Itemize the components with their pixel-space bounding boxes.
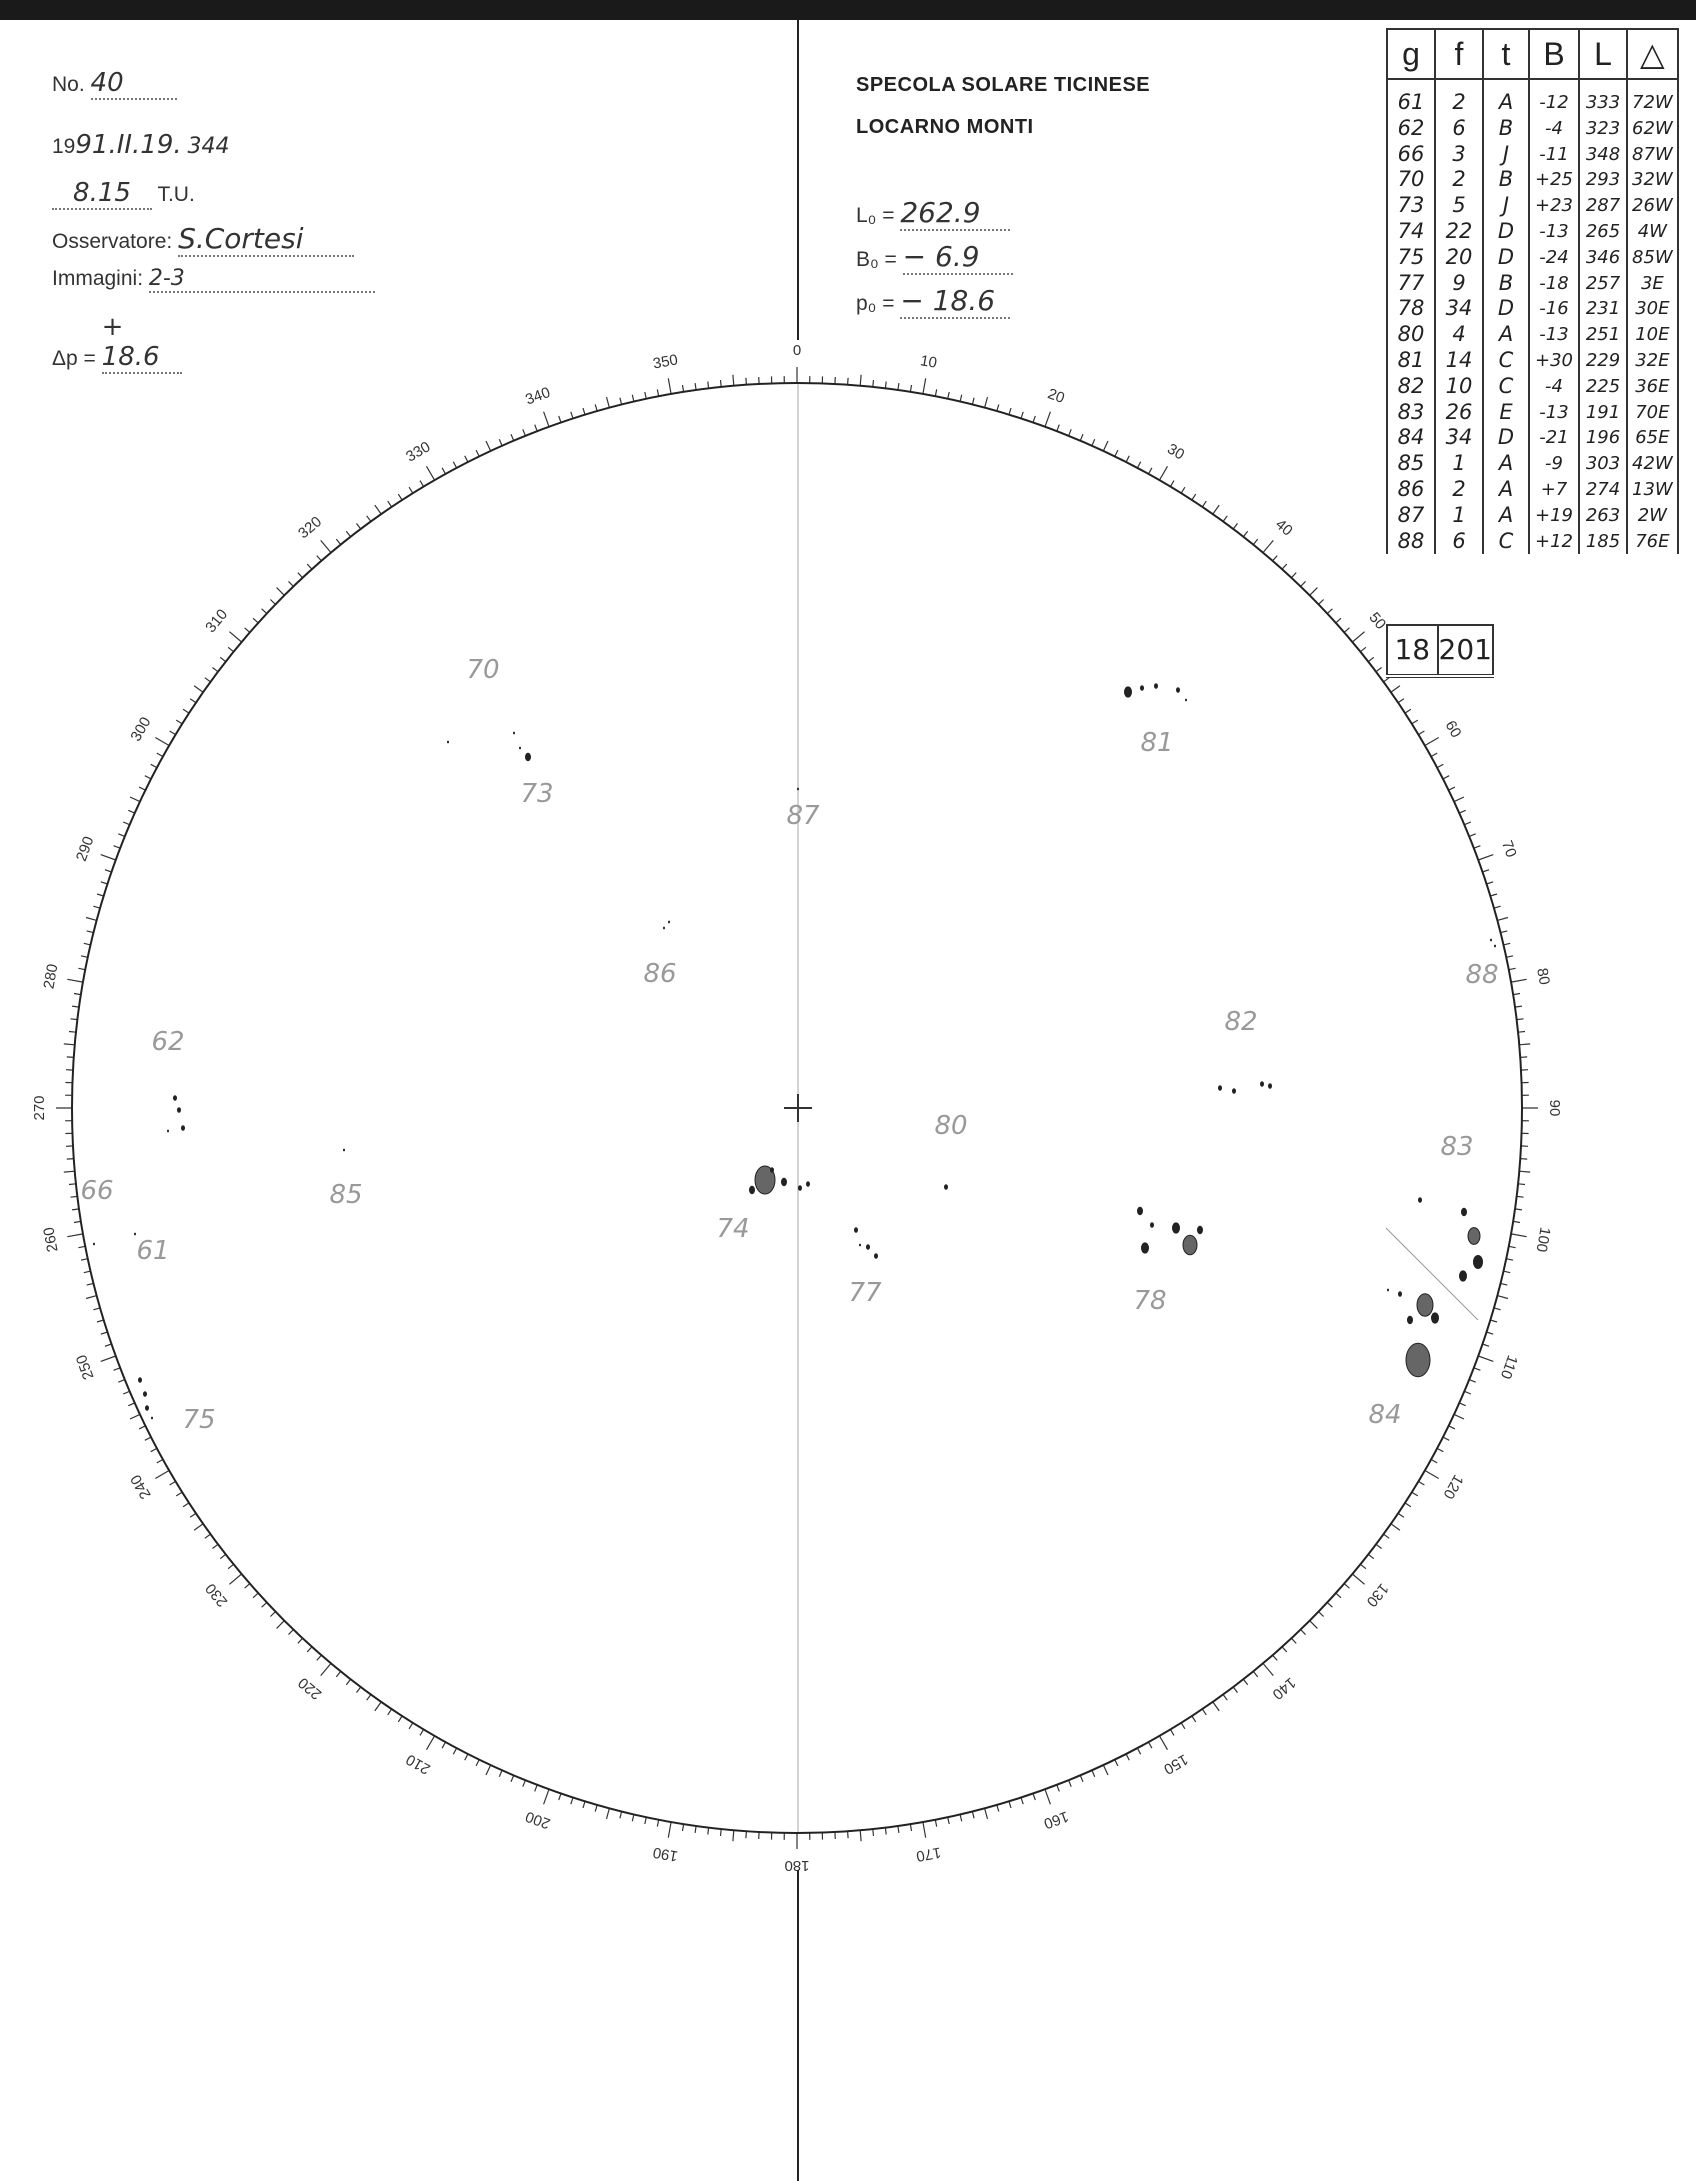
table-row <box>1387 79 1678 116</box>
sunspot-mark <box>1154 683 1158 689</box>
table-row <box>1387 116 1678 142</box>
sunspot-groups <box>80 655 1498 1435</box>
sunspot-mark <box>173 1095 177 1101</box>
scale-label: 120 <box>1439 1471 1467 1502</box>
report-number-label: No. <box>52 73 85 96</box>
table-cell: 2W <box>1627 503 1678 529</box>
table-cell: 323 <box>1579 116 1627 142</box>
sunspot-mark <box>151 1417 153 1420</box>
table-row <box>1387 503 1678 529</box>
sunspot-mark <box>668 921 670 924</box>
table-cell: 2 <box>1435 79 1483 116</box>
scale-label: 350 <box>651 351 680 373</box>
table-cell: -11 <box>1529 142 1579 168</box>
table-cell: 2 <box>1435 477 1483 503</box>
table-cell: 26 <box>1435 400 1483 426</box>
sunspot-group-label: 82 <box>1224 1007 1258 1037</box>
scale-label: 320 <box>295 513 326 543</box>
table-cell: 82 <box>1387 374 1435 400</box>
sunspot-group-label: 78 <box>1133 1286 1167 1316</box>
sunspot-mark <box>1494 945 1496 948</box>
table-row <box>1387 167 1678 193</box>
table-cell: 70E <box>1627 400 1678 426</box>
table-cell: -13 <box>1529 219 1579 245</box>
table-cell: A <box>1483 503 1529 529</box>
sunspot-mark <box>1468 1228 1480 1245</box>
sunspot-mark <box>1124 686 1132 697</box>
table-cell: D <box>1483 245 1529 271</box>
table-cell: 13W <box>1627 477 1678 503</box>
table-cell: 72W <box>1627 79 1678 116</box>
table-row <box>1387 322 1678 348</box>
table-totals <box>1386 624 1494 678</box>
table-cell: 36E <box>1627 374 1678 400</box>
table-cell: 303 <box>1579 451 1627 477</box>
sunspot-mark <box>663 927 665 930</box>
observatory-location: LOCARNO MONTI <box>856 116 1034 138</box>
scale-label: 200 <box>523 1807 553 1833</box>
sunspot-mark <box>1141 1242 1149 1253</box>
table-cell: 6 <box>1435 529 1483 555</box>
scale-label: 90 <box>1546 1099 1564 1117</box>
sunspot-mark <box>1473 1255 1483 1269</box>
sunspot-group-label: 74 <box>716 1214 750 1244</box>
sunspot-group-77 <box>848 1227 882 1308</box>
table-cell: 225 <box>1579 374 1627 400</box>
table-cell: 287 <box>1579 193 1627 219</box>
table-cell: 346 <box>1579 245 1627 271</box>
b0-value: − 6.9 <box>903 240 1013 275</box>
col-delta-header: △ <box>1627 29 1678 79</box>
col-l-header: L <box>1579 29 1627 79</box>
scale-label: 270 <box>30 1095 48 1121</box>
table-cell: 87 <box>1387 503 1435 529</box>
sunspot-group-61 <box>134 1233 170 1266</box>
table-cell: 87W <box>1627 142 1678 168</box>
table-cell: 263 <box>1579 503 1627 529</box>
table-cell: +19 <box>1529 503 1579 529</box>
sunspot-group-62 <box>151 1027 185 1132</box>
sunspot-mark <box>343 1149 345 1152</box>
table-cell: C <box>1483 374 1529 400</box>
table-row <box>1387 529 1678 555</box>
sunspot-group-label: 86 <box>643 959 677 989</box>
scale-label: 330 <box>403 438 434 466</box>
table-cell: 61 <box>1387 79 1435 116</box>
scale-label: 160 <box>1041 1807 1071 1833</box>
table-cell: 62W <box>1627 116 1678 142</box>
sunspot-mark <box>1150 1222 1154 1228</box>
sunspot-mark <box>1140 685 1144 691</box>
delta-p-label: Δp = <box>52 347 96 370</box>
sunspot-mark <box>1176 687 1180 693</box>
table-cell: -4 <box>1529 374 1579 400</box>
sunspot-group-66 <box>80 1176 113 1245</box>
sunspot-mark <box>1418 1197 1422 1203</box>
scale-label: 140 <box>1268 1673 1299 1703</box>
scale-label: 20 <box>1045 385 1067 408</box>
sunspot-register-table <box>1386 28 1679 554</box>
scale-label: 210 <box>403 1750 434 1778</box>
sunspot-mark <box>1406 1343 1430 1377</box>
sunspot-mark <box>797 788 799 791</box>
scale-label: 300 <box>127 714 155 745</box>
sunspot-mark <box>525 753 531 761</box>
date-prefix: 19 <box>52 135 76 158</box>
table-cell: D <box>1483 219 1529 245</box>
table-cell: 4 <box>1435 322 1483 348</box>
table-cell: 229 <box>1579 348 1627 374</box>
date-suffix: 344 <box>187 134 230 159</box>
sunspot-group-label: 85 <box>329 1180 363 1210</box>
table-cell: 77 <box>1387 271 1435 297</box>
table-cell: +7 <box>1529 477 1579 503</box>
observer-value: S.Cortesi <box>178 222 354 257</box>
scale-label: 40 <box>1272 515 1296 540</box>
time-value: 8.15 <box>52 178 152 210</box>
sunspot-group-label: 80 <box>934 1111 968 1141</box>
sunspot-group-80 <box>934 1111 967 1190</box>
scale-label: 180 <box>784 1857 810 1875</box>
sunspot-group-70 <box>447 655 531 761</box>
scale-label: 30 <box>1164 440 1188 464</box>
table-cell: 14 <box>1435 348 1483 374</box>
table-cell: 1 <box>1435 451 1483 477</box>
sunspot-group-label: 61 <box>136 1236 170 1266</box>
scale-label: 250 <box>72 1352 98 1382</box>
table-cell: -9 <box>1529 451 1579 477</box>
table-cell: 3 <box>1435 142 1483 168</box>
table-cell: 78 <box>1387 296 1435 322</box>
table-cell: 257 <box>1579 271 1627 297</box>
table-cell: 2 <box>1435 167 1483 193</box>
sunspot-group-label: 66 <box>80 1176 114 1206</box>
table-row <box>1387 271 1678 297</box>
scale-label: 60 <box>1441 717 1465 741</box>
scale-label: 0 <box>792 341 802 359</box>
table-cell: D <box>1483 296 1529 322</box>
sunspot-mark <box>447 741 449 744</box>
table-cell: 191 <box>1579 400 1627 426</box>
scale-label: 10 <box>918 352 939 372</box>
sunspot-group-86 <box>643 921 676 989</box>
images-value: 2-3 <box>149 266 375 293</box>
sunspot-mark <box>944 1184 948 1190</box>
table-cell: 1 <box>1435 503 1483 529</box>
observer-label: Osservatore: <box>52 230 173 253</box>
sunspot-mark <box>1387 1289 1389 1292</box>
sunspot-mark <box>1185 699 1187 702</box>
sunspot-group-85 <box>329 1149 362 1210</box>
scale-label: 80 <box>1533 966 1553 987</box>
table-cell: +30 <box>1529 348 1579 374</box>
table-cell: 34 <box>1435 425 1483 451</box>
table-cell: A <box>1483 79 1529 116</box>
scale-label: 290 <box>72 834 98 864</box>
table-cell: 274 <box>1579 477 1627 503</box>
sunspot-mark <box>770 1167 774 1173</box>
sunspot-mark <box>1172 1222 1180 1233</box>
sunspot-mark <box>1459 1270 1467 1281</box>
sunspot-group-82 <box>1218 1007 1272 1094</box>
sunspot-group-84 <box>1368 1289 1439 1430</box>
scale-label: 220 <box>295 1673 326 1703</box>
table-cell: E <box>1483 400 1529 426</box>
delta-p-value: + 18.6 <box>102 312 182 374</box>
sunspot-mark <box>93 1243 95 1246</box>
table-row <box>1387 348 1678 374</box>
table-cell: -21 <box>1529 425 1579 451</box>
date-value: 91.II.19. <box>75 130 182 160</box>
table-cell: 84 <box>1387 425 1435 451</box>
sunspot-mark <box>1232 1088 1236 1094</box>
sunspot-mark <box>167 1130 169 1133</box>
table-cell: 30E <box>1627 296 1678 322</box>
table-row <box>1387 451 1678 477</box>
table-header-row <box>1387 29 1678 79</box>
col-t-header: t <box>1483 29 1529 79</box>
sunspot-group-81 <box>1124 683 1187 758</box>
table-row <box>1387 245 1678 271</box>
scale-label: 280 <box>40 962 62 991</box>
table-cell: 42W <box>1627 451 1678 477</box>
scale-label: 170 <box>914 1843 943 1865</box>
scale-label: 70 <box>1497 838 1520 860</box>
sunspot-mark <box>1183 1235 1197 1255</box>
table-cell: 81 <box>1387 348 1435 374</box>
table-cell: +23 <box>1529 193 1579 219</box>
scale-label: 190 <box>651 1843 680 1865</box>
sunspot-group-label: 75 <box>182 1405 216 1435</box>
table-row <box>1387 400 1678 426</box>
table-cell: 265 <box>1579 219 1627 245</box>
scale-label: 340 <box>523 383 553 409</box>
l0-value: 262.9 <box>900 196 1010 231</box>
table-cell: C <box>1483 348 1529 374</box>
scale-label: 310 <box>202 606 232 637</box>
table-cell: 333 <box>1579 79 1627 116</box>
table-cell: 251 <box>1579 322 1627 348</box>
table-row <box>1387 193 1678 219</box>
scale-label: 230 <box>202 1579 232 1610</box>
table-cell: A <box>1483 477 1529 503</box>
table-cell: 20 <box>1435 245 1483 271</box>
l0-label: L₀ = <box>856 204 895 227</box>
table-cell: +12 <box>1529 529 1579 555</box>
scale-label: 130 <box>1362 1579 1392 1610</box>
p0-label: p₀ = <box>856 292 895 315</box>
table-row <box>1387 219 1678 245</box>
sunspot-group-73 <box>520 779 553 809</box>
total-groups: 18 <box>1386 626 1437 674</box>
scale-label: 110 <box>1496 1352 1521 1382</box>
sunspot-group-label: 81 <box>1140 728 1174 758</box>
table-cell: 85W <box>1627 245 1678 271</box>
table-cell: -12 <box>1529 79 1579 116</box>
col-f-header: f <box>1435 29 1483 79</box>
table-cell: C <box>1483 529 1529 555</box>
sunspot-group-74 <box>716 1166 810 1244</box>
table-cell: J <box>1483 142 1529 168</box>
sunspot-group-label: 70 <box>466 655 500 685</box>
scale-label: 260 <box>40 1225 62 1254</box>
sunspot-group-87 <box>786 788 820 831</box>
sunspot-mark <box>519 747 521 750</box>
sunspot-mark <box>181 1125 185 1131</box>
table-cell: 10 <box>1435 374 1483 400</box>
table-cell: 65E <box>1627 425 1678 451</box>
table-cell: 34 <box>1435 296 1483 322</box>
sunspot-mark <box>1197 1226 1203 1234</box>
table-cell: -4 <box>1529 116 1579 142</box>
sunspot-mark <box>859 1244 861 1247</box>
sunspot-group-label: 87 <box>786 801 820 831</box>
table-cell: A <box>1483 322 1529 348</box>
time-unit: T.U. <box>157 183 195 206</box>
sunspot-mark <box>1137 1207 1143 1215</box>
sunspot-group-75 <box>138 1377 216 1435</box>
images-label: Immagini: <box>52 267 144 290</box>
table-cell: 4W <box>1627 219 1678 245</box>
table-row <box>1387 296 1678 322</box>
sunspot-mark <box>1398 1291 1402 1297</box>
sunspot-mark <box>798 1185 802 1191</box>
table-row <box>1387 477 1678 503</box>
b0-label: B₀ = <box>856 248 897 271</box>
table-row <box>1387 374 1678 400</box>
col-g-header: g <box>1387 29 1435 79</box>
report-number-value: 40 <box>91 68 177 100</box>
table-cell: 75 <box>1387 245 1435 271</box>
table-cell: D <box>1483 425 1529 451</box>
table-cell: -24 <box>1529 245 1579 271</box>
sunspot-mark <box>866 1244 870 1250</box>
table-cell: 26W <box>1627 193 1678 219</box>
table-cell: J <box>1483 193 1529 219</box>
sunspot-mark <box>874 1253 878 1259</box>
table-cell: 76E <box>1627 529 1678 555</box>
sunspot-group-83 <box>1418 1132 1483 1282</box>
sunspot-mark <box>143 1391 147 1397</box>
table-cell: 83 <box>1387 400 1435 426</box>
table-cell: 3E <box>1627 271 1678 297</box>
table-cell: -13 <box>1529 322 1579 348</box>
sunspot-group-label: 77 <box>848 1278 882 1308</box>
table-cell: 196 <box>1579 425 1627 451</box>
sunspot-mark <box>134 1233 136 1236</box>
sunspot-group-label: 88 <box>1465 960 1499 990</box>
table-cell: 348 <box>1579 142 1627 168</box>
table-cell: +25 <box>1529 167 1579 193</box>
sunspot-mark <box>1407 1316 1413 1324</box>
sunspot-mark <box>806 1181 810 1187</box>
table-cell: 73 <box>1387 193 1435 219</box>
table-cell: -13 <box>1529 400 1579 426</box>
table-cell: 5 <box>1435 193 1483 219</box>
scale-label: 100 <box>1532 1225 1554 1254</box>
sunspot-group-label: 83 <box>1440 1132 1474 1162</box>
sunspot-mark <box>1268 1083 1272 1089</box>
table-cell: B <box>1483 116 1529 142</box>
table-row <box>1387 425 1678 451</box>
table-cell: A <box>1483 451 1529 477</box>
table-cell: B <box>1483 167 1529 193</box>
table-cell: 32W <box>1627 167 1678 193</box>
sunspot-mark <box>177 1107 181 1113</box>
sunspot-group-label: 62 <box>151 1027 185 1057</box>
sunspot-mark <box>1431 1312 1439 1323</box>
sunspot-mark <box>1490 939 1492 942</box>
observatory-name: SPECOLA SOLARE TICINESE <box>856 74 1151 96</box>
table-cell: 32E <box>1627 348 1678 374</box>
table-cell: 66 <box>1387 142 1435 168</box>
table-cell: 9 <box>1435 271 1483 297</box>
table-cell: -18 <box>1529 271 1579 297</box>
table-cell: 62 <box>1387 116 1435 142</box>
table-cell: 70 <box>1387 167 1435 193</box>
col-b-header: B <box>1529 29 1579 79</box>
table-cell: 22 <box>1435 219 1483 245</box>
sunspot-mark <box>1417 1294 1433 1316</box>
p0-value: − 18.6 <box>900 284 1010 319</box>
sunspot-group-label: 84 <box>1368 1400 1402 1430</box>
table-cell: 80 <box>1387 322 1435 348</box>
table-cell: 231 <box>1579 296 1627 322</box>
sunspot-mark <box>1218 1085 1222 1091</box>
total-spots: 201 <box>1437 626 1494 674</box>
sunspot-mark <box>138 1377 142 1383</box>
table-cell: B <box>1483 271 1529 297</box>
table-row <box>1387 142 1678 168</box>
table-cell: 88 <box>1387 529 1435 555</box>
sunspot-mark <box>854 1227 858 1233</box>
scale-label: 150 <box>1160 1750 1191 1778</box>
table-cell: -16 <box>1529 296 1579 322</box>
scale-label: 50 <box>1365 609 1390 633</box>
sunspot-group-label: 73 <box>520 779 554 809</box>
sunspot-mark <box>145 1405 149 1411</box>
table-cell: 293 <box>1579 167 1627 193</box>
table-cell: 74 <box>1387 219 1435 245</box>
table-cell: 10E <box>1627 322 1678 348</box>
table-cell: 6 <box>1435 116 1483 142</box>
table-cell: 85 <box>1387 451 1435 477</box>
sunspot-mark <box>1260 1081 1264 1087</box>
sunspot-mark <box>749 1186 755 1194</box>
table-cell: 185 <box>1579 529 1627 555</box>
sunspot-mark <box>781 1178 787 1186</box>
scale-label: 240 <box>127 1471 155 1502</box>
sunspot-group-78 <box>1133 1207 1203 1316</box>
sunspot-group-88 <box>1465 939 1498 990</box>
table-cell: 86 <box>1387 477 1435 503</box>
sunspot-mark <box>1461 1208 1467 1216</box>
sunspot-mark <box>513 732 515 735</box>
